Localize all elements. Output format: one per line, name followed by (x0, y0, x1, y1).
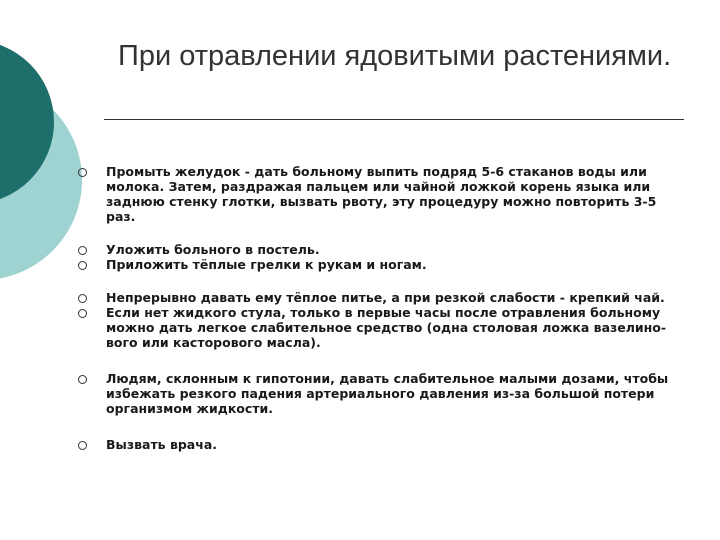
title-divider (104, 119, 684, 120)
list-item-text: Людям, склонным к гипотонии, давать слабительное малыми дозами, чтобы избежать резкого падения артериального давления из-за большой потери организмом жидкости. (106, 371, 669, 416)
bullet-circle-icon (78, 375, 87, 384)
list-item (78, 371, 688, 416)
list-item-text: Приложить тёплые грелки к рукам и ногам. (106, 257, 427, 272)
list-item-text: Вызвать врача. (106, 437, 217, 452)
list-item (78, 164, 688, 224)
bullet-circle-icon (78, 246, 87, 255)
bullet-circle-icon (78, 261, 87, 270)
bullet-circle-icon (78, 168, 87, 177)
list-item (78, 257, 688, 272)
list-item-text: Уложить больного в постель. (106, 242, 320, 257)
instruction-list (78, 164, 688, 452)
bullet-circle-icon (78, 294, 87, 303)
bullet-circle-icon (78, 441, 87, 450)
list-item-text: Промыть желудок - дать больному выпить подряд 5-6 стаканов воды или молока. Затем, раздражая пальцем или чайной ложкой корень языка или заднюю стенку глотки, вызвать рвоту, эту процедуру можно повторить 3-5 раз. (106, 164, 657, 224)
list-item-text: Если нет жидкого стула, только в первые часы после отравления больному можно дать легкое слабительное средство (одна столовая ложка вазелино-вого или касторового масла). (106, 305, 667, 350)
list-item (78, 242, 688, 257)
page-title: При отравлении ядовитыми растениями. (118, 40, 672, 72)
list-item (78, 437, 688, 452)
list-item (78, 305, 688, 350)
list-item-text: Непрерывно давать ему тёплое питье, а при резкой слабости - крепкий чай. (106, 290, 665, 305)
list-item (78, 290, 688, 305)
bullet-circle-icon (78, 309, 87, 318)
